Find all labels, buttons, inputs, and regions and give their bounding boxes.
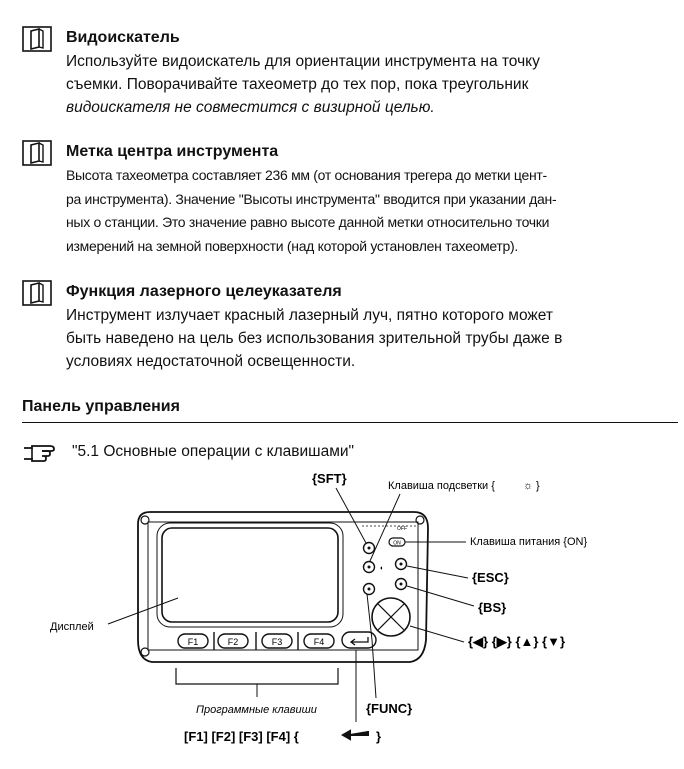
note-line: Инструмент излучает красный лазерный луч, пятно которого может (66, 307, 553, 324)
leader-line (367, 594, 376, 698)
sun-icon: ☼ (523, 480, 534, 492)
bs-label: {BS} (478, 600, 507, 615)
section-divider (22, 422, 678, 423)
f1-key-label: F1 (187, 637, 199, 647)
display-label: Дисплей (50, 621, 94, 633)
backlight-key-symbol: ◐ (380, 565, 385, 572)
leader-line (370, 494, 400, 561)
backlight-label-close: } (536, 480, 540, 492)
note-body (66, 164, 678, 258)
note-book-icon (22, 26, 52, 52)
on-key-label: ON (393, 540, 401, 547)
power-label: Клавиша питания {ON} (470, 536, 588, 548)
note-line: Используйте видоискатель для ориентации инструмента на точку (66, 53, 540, 70)
f3-key-label: F3 (271, 637, 283, 647)
enter-arrow-icon (343, 731, 368, 739)
note-body (66, 50, 678, 119)
note-book-icon (22, 280, 52, 306)
leader-line (336, 488, 366, 543)
sft-label: {SFT} (312, 471, 347, 486)
cross-reference[interactable]: "5.1 Основные операции с клавишами" (72, 443, 355, 460)
note-title: Видоискатель (66, 29, 180, 46)
off-label: OFF (397, 526, 407, 532)
note-title: Метка центра инструмента (66, 143, 279, 160)
note-line: быть наведено на цель без использования зрительной трубы даже в (66, 330, 563, 347)
fkeys-label-close: } (376, 729, 382, 744)
esc-label: {ESC} (472, 570, 509, 585)
control-panel-diagram (0, 460, 684, 769)
panel-body (138, 512, 428, 662)
display-frame (157, 523, 343, 627)
fkeys-label: [F1] [F2] [F3] [F4] { (184, 729, 299, 744)
section-heading: Панель управления (22, 398, 180, 415)
note-body (66, 304, 678, 373)
backlight-label: Клавиша подсветки { (388, 480, 495, 492)
note-line: измерений на земной поверхности (над которой установлен тахеометр). (66, 237, 518, 254)
f4-key-label: F4 (313, 637, 325, 647)
enter-arrow-icon (351, 637, 368, 645)
arrow-keys-label: {◀} {▶} {▲} {▼} (468, 634, 566, 649)
function-keys (178, 632, 334, 650)
note-book-icon (22, 140, 52, 166)
leader-line (407, 566, 468, 578)
note-title: Функция лазерного целеуказателя (66, 283, 342, 300)
note-line: ных о станции. Это значение равно высоте данной метки относительно точки (66, 214, 550, 230)
screw (141, 648, 149, 656)
note-line-italic: видоискателя не совместится с визирной целью. (66, 99, 435, 116)
f2-key-label: F2 (227, 637, 239, 647)
func-label: {FUNC} (366, 701, 413, 716)
note-line: съемки. Поворачивайте тахеометр до тех пор, пока треугольник (66, 76, 529, 93)
display-screen (162, 528, 338, 622)
screw (141, 516, 149, 524)
leader-line (407, 586, 474, 606)
softkeys-label: Программные клавиши (196, 704, 317, 716)
note-line: условиях недостаточной освещенности. (66, 353, 356, 370)
note-line: Высота тахеометра составляет 236 мм (от основания трегера до метки цент- (66, 167, 547, 183)
softkeys-bracket (176, 668, 338, 684)
note-line: ра инструмента). Значение "Высоты инструмента" вводится при указании дан- (66, 190, 557, 207)
screw (416, 516, 424, 524)
